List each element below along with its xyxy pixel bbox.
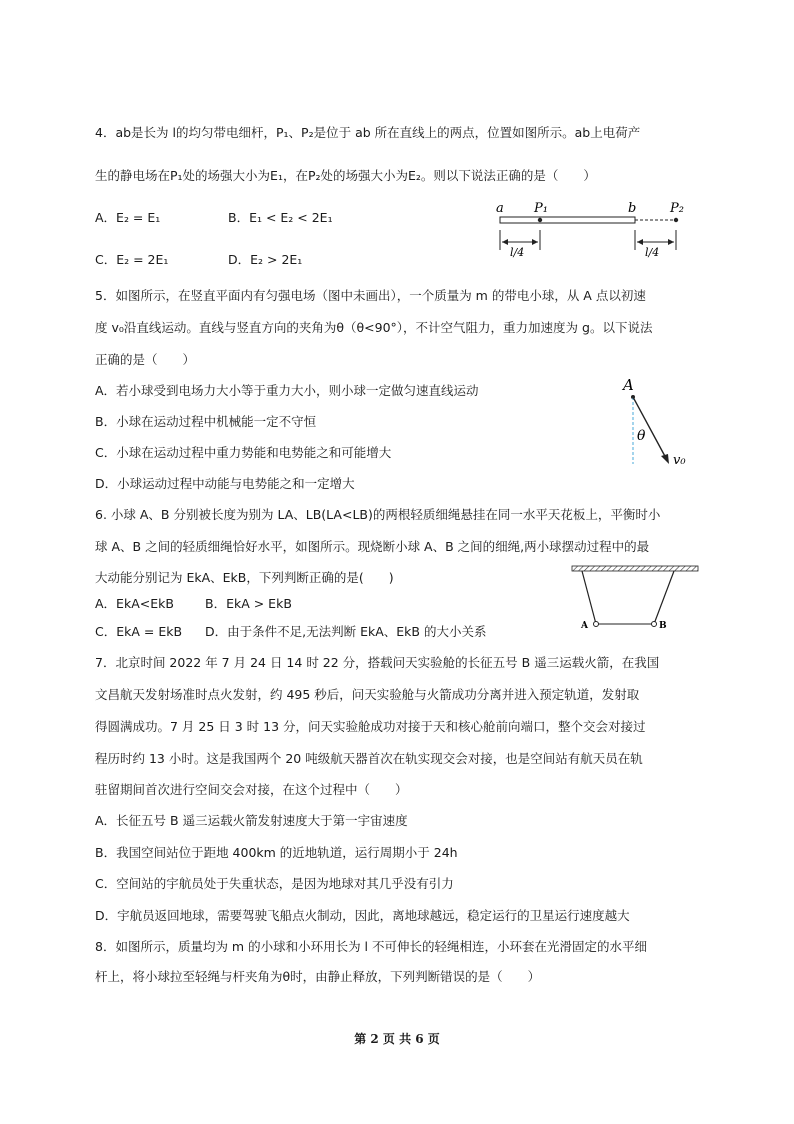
q8-stem-line-1: 8．如图所示，质量均为 m 的小球和小环用长为 l 不可伸长的轻绳相连，小环套在光滑固定的水平细 bbox=[95, 939, 647, 954]
q6-stem-line-2: 球 A、B 之间的轻质细绳恰好水平，如图所示。现烧断小球 A、B 之间的细绳,两小球摆动过程中的最 bbox=[95, 539, 650, 554]
q4-right-fraction: l/4 bbox=[645, 246, 660, 259]
q7-stem-line-1: 7．北京时间 2022 年 7 月 24 日 14 时 22 分，搭载问天实验舱的长征五号 B 遥三运载火箭，在我国 bbox=[95, 655, 660, 670]
q4-option-d: D．E₂ > 2E₁ bbox=[228, 252, 303, 267]
q6-option-a: A．EkA<EkB bbox=[95, 596, 174, 611]
q4-point-p2 bbox=[674, 218, 678, 222]
q4-left-fraction: l/4 bbox=[510, 246, 525, 259]
q4-label-a: a bbox=[496, 201, 504, 216]
q5-option-b: B．小球在运动过程中机械能一定不守恒 bbox=[95, 414, 317, 429]
q7-stem-line-5: 驻留期间首次进行空间交会对接，在这个过程中（ ） bbox=[95, 782, 408, 797]
q6-option-b: B．EkA > EkB bbox=[205, 596, 292, 611]
q4-stem-line-1: 4．ab是长为 l的均匀带电细杆，P₁、P₂是位于 ab 所在直线上的两点，位置如图所示。ab上电荷产 bbox=[95, 125, 641, 140]
q5-option-d: D．小球运动过程中动能与电势能之和一定增大 bbox=[95, 476, 355, 491]
q4-point-p1 bbox=[538, 218, 542, 222]
q5-label-v0: v₀ bbox=[673, 453, 686, 467]
q6-stem-line-3: 大动能分别记为 EkA、EkB，下列判断正确的是( ) bbox=[95, 570, 394, 585]
q4-option-a: A．E₂ = E₁ bbox=[95, 210, 161, 225]
q4-label-p1: P₁ bbox=[534, 201, 548, 216]
q7-stem-line-4: 程历时约 13 小时。这是我国两个 20 吨级航天器首次在轨实现交会对接，也是空间站有航天员在轨 bbox=[95, 751, 643, 766]
q7-option-a: A．长征五号 B 遥三运载火箭发射速度大于第一宇宙速度 bbox=[95, 813, 408, 828]
q6-option-d: D．由于条件不足,无法判断 EkA、EkB 的大小关系 bbox=[205, 624, 487, 639]
q5-label-theta: θ bbox=[637, 428, 646, 444]
q4-stem-line-2: 生的静电场在P₁处的场强大小为E₁，在P₂处的场强大小为E₂。则以下说法正确的是（ ） bbox=[95, 168, 596, 183]
q6-string-b bbox=[654, 571, 674, 624]
q7-stem-line-3: 得圆满成功。7 月 25 日 3 时 13 分，问天实验舱成功对接于天和核心舱前向端口，整个交会对接过 bbox=[95, 719, 646, 734]
q5-stem-line-1: 5．如图所示，在竖直平面内有匀强电场（图中未画出），一个质量为 m 的带电小球，从 A 点以初速 bbox=[95, 288, 646, 303]
q6-ball-b bbox=[652, 622, 657, 627]
q6-pendulum-figure bbox=[570, 562, 702, 634]
q4-option-c: C．E₂ = 2E₁ bbox=[95, 252, 169, 267]
q7-option-c: C．空间站的宇航员处于失重状态，是因为地球对其几乎没有引力 bbox=[95, 876, 454, 891]
q4-label-p2: P₂ bbox=[670, 201, 684, 216]
q5-motion-figure bbox=[615, 372, 695, 467]
page-footer: 第 2 页 共 6 页 bbox=[354, 1032, 440, 1046]
q5-stem-line-2: 度 v₀沿直线运动。直线与竖直方向的夹角为θ（θ<90°），不计空气阻力，重力加速度为 g。以下说法 bbox=[95, 320, 653, 335]
q6-ceiling bbox=[572, 566, 698, 571]
q5-option-c: C．小球在运动过程中重力势能和电势能之和可能增大 bbox=[95, 445, 392, 460]
q8-stem-line-2: 杆上，将小球拉至轻绳与杆夹角为θ时，由静止释放，下列判断错误的是（ ） bbox=[95, 969, 541, 984]
q5-option-a: A．若小球受到电场力大小等于重力大小，则小球一定做匀速直线运动 bbox=[95, 383, 479, 398]
q4-option-b: B．E₁ < E₂ < 2E₁ bbox=[228, 210, 333, 225]
q7-stem-line-2: 文昌航天发射场准时点火发射，约 495 秒后，问天实验舱与火箭成功分离并进入预定轨道，发射取 bbox=[95, 687, 640, 702]
q6-label-b: B bbox=[659, 621, 667, 631]
q4-rod bbox=[500, 217, 635, 223]
q5-stem-line-3: 正确的是（ ） bbox=[95, 352, 196, 367]
q6-stem-line-1: 6. 小球 A、B 分别被长度为别为 LA、LB(LA<LB)的两根轻质细绳悬挂在同一水平天花板上，平衡时小 bbox=[95, 507, 661, 522]
q4-rod-figure bbox=[490, 198, 700, 278]
q6-string-a bbox=[582, 571, 596, 624]
q6-ball-a bbox=[594, 622, 599, 627]
q4-label-b: b bbox=[628, 201, 637, 216]
q7-option-d: D．宇航员返回地球，需要驾驶飞船点火制动，因此，离地球越远，稳定运行的卫星运行速度越大 bbox=[95, 908, 630, 923]
q7-option-b: B．我国空间站位于距地 400km 的近地轨道，运行周期小于 24h bbox=[95, 845, 458, 860]
q6-option-c: C．EkA = EkB bbox=[95, 624, 183, 639]
q5-label-a: A bbox=[623, 376, 634, 394]
q6-label-a: A bbox=[581, 621, 588, 631]
